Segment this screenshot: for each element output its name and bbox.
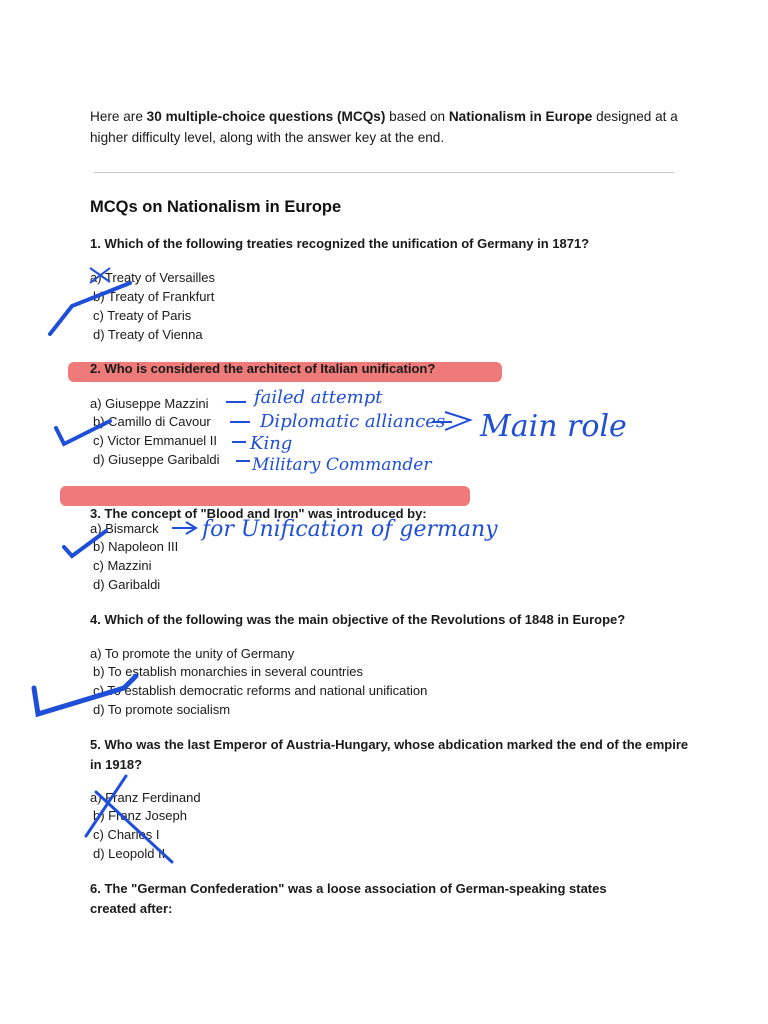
q1-option-b: b) Treaty of Frankfurt (93, 289, 215, 304)
note-cavour: Diplomatic alliances (260, 411, 446, 432)
question-6: 6. The "German Confederation" was a loose association of German-speaking states created after: (90, 881, 607, 916)
q5-option-d: d) Leopold II (93, 846, 166, 861)
q2-option-b: b) Camillo di Cavour (93, 414, 211, 429)
question-5: 5. Who was the last Emperor of Austria-Hungary, whose abdication marked the end of the empire in 1918? (90, 737, 689, 772)
question-3: 3. The concept of "Blood and Iron" was introduced by: (90, 506, 427, 521)
q4-option-d: d) To promote socialism (93, 702, 231, 717)
horizontal-divider (94, 172, 674, 173)
intro-bold-1: 30 multiple-choice questions (MCQs) (146, 109, 386, 124)
q4-option-b: b) To establish monarchies in several countries (93, 664, 364, 679)
q3-option-c: c) Mazzini (93, 558, 152, 573)
intro-text-1: Here are (90, 109, 147, 124)
note-victor: King (250, 433, 293, 454)
intro-paragraph (90, 106, 690, 148)
note-mazzini: failed attempt (254, 387, 383, 408)
arrow-right-icon (432, 412, 470, 430)
question-1: 1. Which of the following treaties recognized the unification of Germany in 1871? (90, 236, 590, 251)
note-bismarck: for Unification of germany (202, 517, 498, 542)
q3-option-b: b) Napoleon III (93, 539, 179, 554)
question-4: 4. Which of the following was the main objective of the Revolutions of 1848 in Europe? (90, 612, 626, 627)
q5-option-c: c) Charles I (93, 827, 160, 842)
q1-option-d: d) Treaty of Vienna (93, 327, 203, 342)
q2-option-a: a) Giuseppe Mazzini (90, 396, 209, 411)
q2-option-c: c) Victor Emmanuel II (93, 433, 218, 448)
highlight-question-3 (60, 486, 470, 506)
intro-text-2: based on (385, 109, 449, 124)
q1-option-c: c) Treaty of Paris (93, 308, 192, 323)
note-main-role: Main role (480, 409, 627, 444)
q2-option-d: d) Giuseppe Garibaldi (93, 452, 220, 467)
intro-bold-2: Nationalism in Europe (448, 109, 593, 124)
q1-option-a: a) Treaty of Versailles (90, 270, 215, 285)
q3-option-d: d) Garibaldi (93, 577, 161, 592)
question-2: 2. Who is considered the architect of Italian unification? (90, 361, 436, 376)
intro-text-3: designed at a higher difficulty level, along with the answer key at the end. (90, 109, 678, 145)
q3-option-a: a) Bismarck (90, 521, 159, 536)
q4-option-c: c) To establish democratic reforms and national unification (93, 683, 428, 698)
note-garibaldi: Military Commander (252, 455, 432, 475)
q5-option-a: a) Franz Ferdinand (90, 790, 201, 805)
q4-option-a: a) To promote the unity of Germany (90, 646, 295, 661)
section-heading: MCQs on Nationalism in Europe (90, 198, 342, 216)
q5-option-b: b) Franz Joseph (93, 808, 187, 823)
